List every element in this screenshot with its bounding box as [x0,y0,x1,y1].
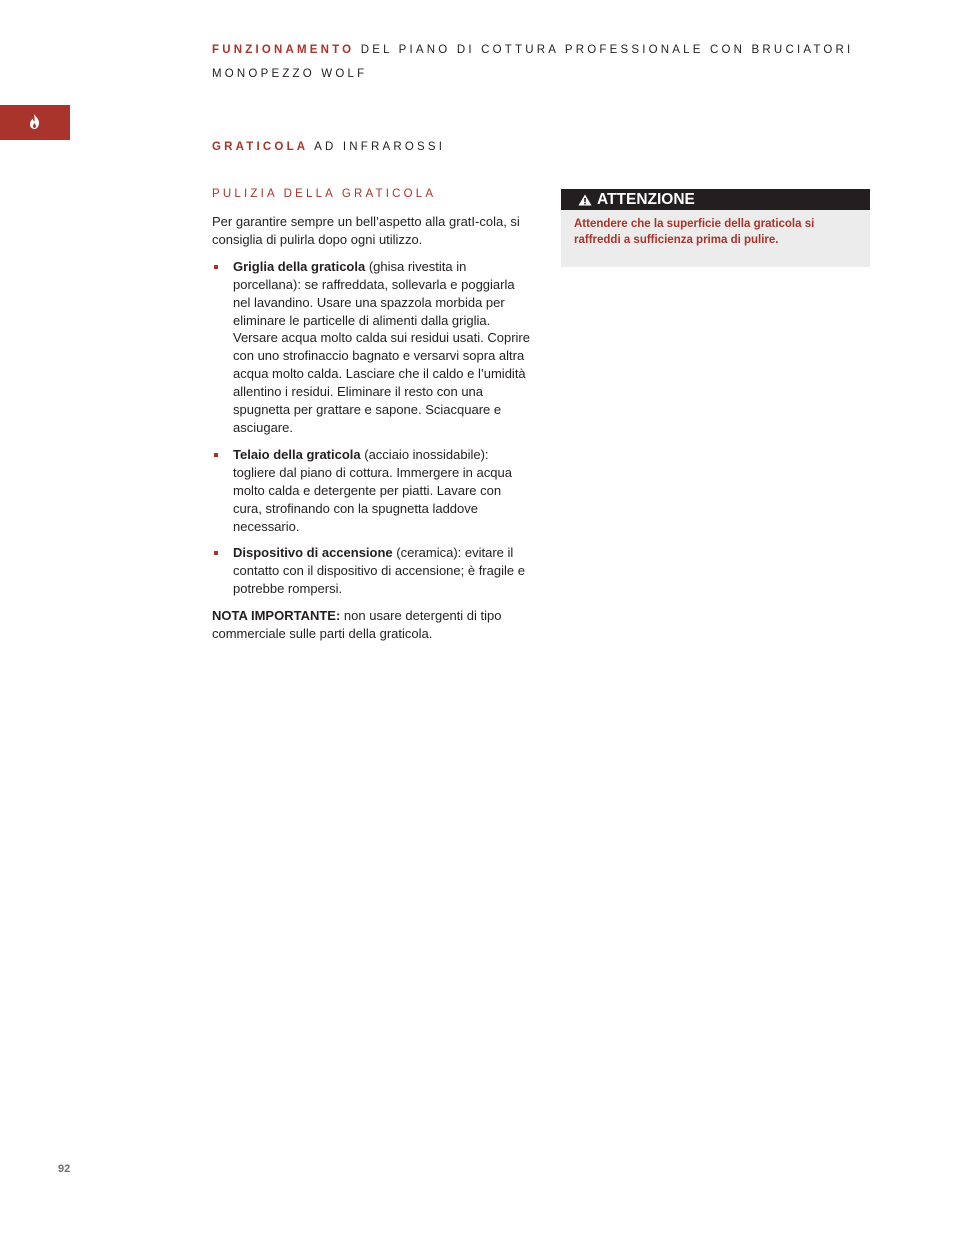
bullet-bold: Telaio della graticola [233,446,361,462]
flame-icon [29,114,40,129]
warning-triangle-icon [578,194,592,206]
note-paragraph [212,607,532,643]
section-title-strong: GRATICOLA [212,141,309,153]
header-strong: FUNZIONAMENTO [212,44,355,56]
bullet-item [212,544,532,598]
bullet-list [212,258,532,598]
warning-box [561,189,870,267]
bullet-marker [214,453,218,457]
section-title-rest: AD INFRAROSSI [308,141,446,153]
bullet-bold: Griglia della graticola [233,258,366,274]
section-title [212,138,445,156]
subheading: PULIZIA DELLA GRATICOLA [212,188,437,200]
side-tab [0,105,70,140]
bullet-marker [214,265,218,269]
warning-text: Attendere che la superficie della graticola si raffreddi a sufficienza prima di pulire. [574,218,815,246]
note-bold: NOTA IMPORTANTE: [212,608,341,624]
page-header [212,38,882,86]
bullet-item [212,446,532,536]
bullet-bold: Dispositivo di accensione [233,545,393,561]
bullet-marker [214,551,218,555]
note-text: non usare detergenti di tipo commerciale sulle parti della graticola. [212,608,502,642]
bullet-item [212,258,532,437]
page-number: 92 [58,1163,71,1175]
intro-paragraph: Per garantire sempre un bell’aspetto alla gratI-cola, si consiglia di pulirla dopo ogni utilizzo. [212,214,520,247]
header-rest: DEL PIANO DI COTTURA PROFESSIONALE CON BRUCIATORI MONOPEZZO WOLF [212,44,854,80]
bullet-text: (acciaio inossidabile): togliere dal piano di cottura. Immergere in acqua molto calda e detergente per piatti. Lavare con cura, strofinando con la spugnetta laddove necessario. [233,446,512,534]
warning-header [561,189,870,210]
main-column [212,213,532,652]
bullet-text: (ghisa rivestita in porcellana): se raffreddata, sollevarla e poggiarla nel lavandino. Usare una spazzola morbida per eliminare le particelle di alimenti dalla griglia. Versare acqua molto calda sui residui usati. Coprire con uno strofinaccio bagnato e versarvi sopra altra acqua molto calda. Lasciare che il caldo e l’umidità allentino i residui. Eliminare il resto con una spugnetta per grattare e sapone. Sciacquare e asciugare. [233,258,530,435]
warning-title: ATTENZIONE [597,190,695,208]
bullet-text: (ceramica): evitare il contatto con il dispositivo di accensione; è fragile e potrebbe rompersi. [233,545,525,597]
